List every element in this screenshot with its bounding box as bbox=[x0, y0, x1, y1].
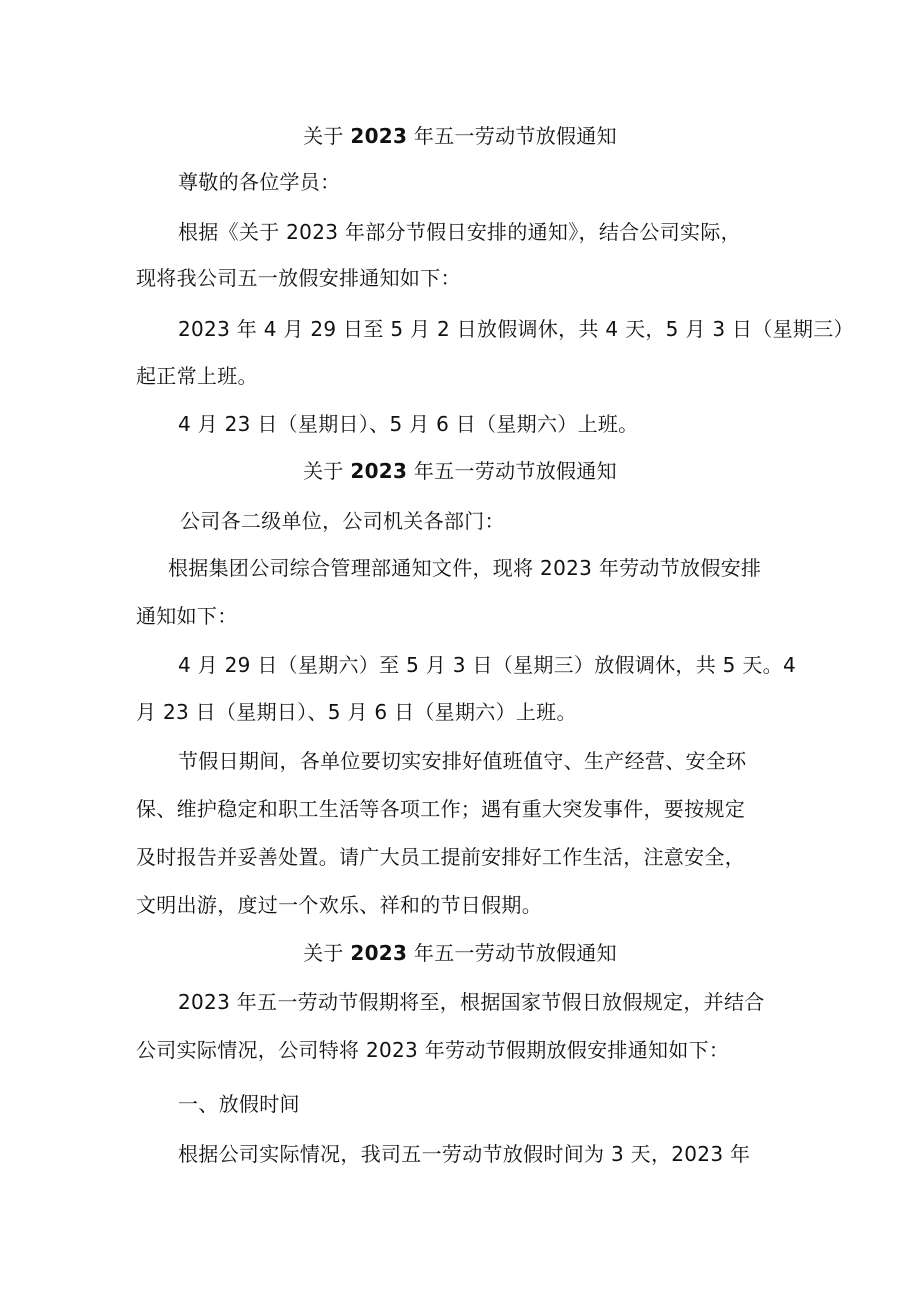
section-3-line-3: 一、放假时间 bbox=[178, 1092, 300, 1116]
title-year: 2023 bbox=[350, 124, 408, 148]
title-suffix: 年五一劳动节放假通知 bbox=[413, 941, 617, 965]
title-prefix: 关于 bbox=[303, 459, 344, 483]
section-3-line-1: 2023 年五一劳动节假期将至，根据国家节假日放假规定，并结合 bbox=[178, 990, 765, 1014]
section-1-line-4: 2023 年 4 月 29 日至 5 月 2 日放假调休，共 4 天，5 月 3 日（星期三） bbox=[178, 317, 854, 341]
title-suffix: 年五一劳动节放假通知 bbox=[413, 459, 617, 483]
title-year: 2023 bbox=[350, 941, 408, 965]
section-2-line-7: 保、维护稳定和职工生活等各项工作；遇有重大突发事件，要按规定 bbox=[136, 797, 745, 821]
section-2-line-4: 4 月 29 日（星期六）至 5 月 3 日（星期三）放假调休，共 5 天。4 bbox=[178, 653, 796, 677]
section-1-line-3: 现将我公司五一放假安排通知如下： bbox=[136, 266, 461, 290]
section-1-line-6: 4 月 23 日（星期日）、5 月 6 日（星期六）上班。 bbox=[178, 412, 639, 436]
section-2-line-8: 及时报告并妥善处置。请广大员工提前安排好工作生活，注意安全， bbox=[136, 845, 745, 869]
section-2-line-5: 月 23 日（星期日）、5 月 6 日（星期六）上班。 bbox=[136, 700, 577, 724]
title-suffix: 年五一劳动节放假通知 bbox=[413, 124, 617, 148]
section-2-title bbox=[0, 457, 920, 485]
section-3-line-4: 根据公司实际情况，我司五一劳动节放假时间为 3 天，2023 年 bbox=[178, 1142, 751, 1166]
title-prefix: 关于 bbox=[303, 124, 344, 148]
section-2-line-2: 根据集团公司综合管理部通知文件，现将 2023 年劳动节放假安排 bbox=[168, 556, 762, 580]
section-1-line-1: 尊敬的各位学员： bbox=[178, 170, 341, 194]
section-3-title bbox=[0, 939, 920, 967]
section-2-line-1: 公司各二级单位，公司机关各部门： bbox=[180, 509, 505, 533]
section-3-line-2: 公司实际情况，公司特将 2023 年劳动节假期放假安排通知如下： bbox=[136, 1038, 730, 1062]
section-2-line-6: 节假日期间，各单位要切实安排好值班值守、生产经营、安全环 bbox=[178, 749, 747, 773]
section-1-line-5: 起正常上班。 bbox=[136, 364, 258, 388]
title-prefix: 关于 bbox=[303, 941, 344, 965]
title-year: 2023 bbox=[350, 459, 408, 483]
section-1-line-2: 根据《关于 2023 年部分节假日安排的通知》，结合公司实际， bbox=[178, 220, 741, 244]
section-1-title bbox=[0, 122, 920, 150]
section-2-line-9: 文明出游，度过一个欢乐、祥和的节日假期。 bbox=[136, 893, 542, 917]
section-2-line-3: 通知如下： bbox=[136, 604, 238, 628]
